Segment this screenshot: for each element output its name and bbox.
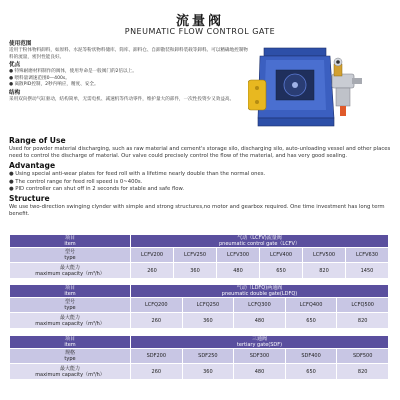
table-capacity-row — [10, 313, 389, 329]
en-use-text: Used for powder material discharging, such as raw material and cement's storage silo, discharging silo, auto-unloading vessel and other places need to control the discharge of material. Our valve could precisely control the flow of the material, and has very good sealing. — [9, 146, 391, 160]
cn-struct-heading: 结构 — [9, 89, 21, 96]
table-cell: 480 — [217, 263, 260, 279]
product-name: 气动（LDFQ)两通阀 pneumatic double gate(LDFQ) — [131, 285, 389, 298]
table-cell: LCFQ500 — [337, 298, 389, 313]
en-use-heading: Range of Use — [9, 136, 66, 145]
table-cell: 360 — [182, 313, 234, 329]
table-cell: 650 — [285, 364, 337, 380]
table-cell: 1450 — [346, 263, 389, 279]
table-cell: 820 — [337, 313, 389, 329]
table-cell: LCFV400 — [260, 248, 303, 263]
item-label: 项目 item — [10, 285, 131, 298]
item-label: 项目 item — [10, 336, 131, 349]
cn-adv-item: ● 喂料量调速范围0—400s。 — [9, 75, 70, 81]
cn-adv-item: ● 离散PID控制，2秒内响应，精度、安全。 — [9, 82, 99, 88]
table-cell: LCFV200 — [131, 248, 174, 263]
table-cell: LCFV500 — [303, 248, 346, 263]
en-adv-item: ● The control range for feed roll speed is 0~400s. — [9, 178, 143, 185]
en-adv-item: ● PID controller can shut off in 2 seconds for stable and safe flow. — [9, 185, 185, 192]
table-cell: 480 — [234, 313, 286, 329]
type-label: 型号 type — [10, 298, 131, 313]
cn-use-text: 适用于粉体物料卸料，如原料、水泥等粉状物料储库、筒库、卸料仓、自卸散装和卸料装载等卸料。可以精确地控制物料的流量，密封性能良好。 — [9, 48, 248, 60]
table-header-row — [10, 235, 389, 248]
table-type-row — [10, 298, 389, 313]
capacity-label: 最大能力 maximum capacity（m³/h） — [10, 263, 131, 279]
table-cell: 820 — [303, 263, 346, 279]
table-cell: LCFV250 — [174, 248, 217, 263]
table-cell: 360 — [174, 263, 217, 279]
item-label: 项目 item — [10, 235, 131, 248]
spec-table-sdf — [9, 335, 389, 380]
table-header-row — [10, 285, 389, 298]
page-title-cn: 流量阀 — [175, 14, 224, 29]
type-label: 型号 type — [10, 248, 131, 263]
table-cell: SDF200 — [131, 349, 183, 364]
table-cell: 260 — [131, 364, 183, 380]
product-name: 三通阀 tertiary gate(SDF) — [131, 336, 389, 349]
table-cell: SDF250 — [182, 349, 234, 364]
en-adv-item: ● Using special anti-wear plates for feed roll with a lifetime nearly double than the normal ones. — [9, 171, 266, 178]
table-type-row — [10, 349, 389, 364]
table-cell: LCFQ250 — [182, 298, 234, 313]
table-cell: 650 — [285, 313, 337, 329]
type-label: 规格 type — [10, 349, 131, 364]
table-cell: 260 — [131, 263, 174, 279]
chinese-description — [9, 40, 249, 104]
table-cell: LCFQ400 — [285, 298, 337, 313]
table-header-row — [10, 336, 389, 349]
spec-table-ldfq — [9, 284, 389, 329]
table-capacity-row — [10, 263, 389, 279]
capacity-label: 最大能力 maximum capacity（m³/h） — [10, 364, 131, 380]
table-cell: 480 — [234, 364, 286, 380]
table-cell: LCFV630 — [346, 248, 389, 263]
product-name: 气动（LCFV)流量阀 pneumatic control gate（LCFV） — [131, 235, 389, 248]
table-cell: LCFQ300 — [234, 298, 286, 313]
cn-adv-heading: 优点 — [9, 62, 21, 69]
english-description — [9, 135, 393, 218]
table-cell: 820 — [337, 364, 389, 380]
table-capacity-row — [10, 364, 389, 380]
table-cell: LCFV300 — [217, 248, 260, 263]
en-struct-heading: Structure — [9, 194, 50, 204]
spec-table-lcfv — [9, 234, 389, 279]
table-type-row — [10, 248, 389, 263]
page-title-en: PNEUMATIC FLOW CONTROL GATE — [124, 27, 276, 36]
cn-adv-item: ● 特殊耐磨材料制作的阀体，使用寿命是一般阀门的2倍以上。 — [9, 69, 137, 75]
table-cell: 260 — [131, 313, 183, 329]
table-cell: LCFQ200 — [131, 298, 183, 313]
flow-control-gate-photo — [248, 44, 366, 140]
table-cell: 650 — [260, 263, 303, 279]
table-cell: 360 — [182, 364, 234, 380]
en-adv-heading: Advantage — [9, 161, 56, 171]
table-cell: SDF300 — [234, 349, 286, 364]
cn-struct-text: 采用双向摆动气缸驱动，结构简单，无需电机、减速机等传动零件，维护量大的部件，一次性投资少又效益高。 — [9, 96, 235, 102]
table-cell: SDF500 — [337, 349, 389, 364]
capacity-label: 最大能力 maximum capacity（m³/h） — [10, 313, 131, 329]
table-cell: SDF400 — [285, 349, 337, 364]
cn-use-heading: 使用范围 — [9, 41, 32, 47]
en-struct-text: We use two-direction swinging clynder with simple and strong structures,no motor and gearbox required. One time investment has long term benefit. — [9, 204, 385, 218]
